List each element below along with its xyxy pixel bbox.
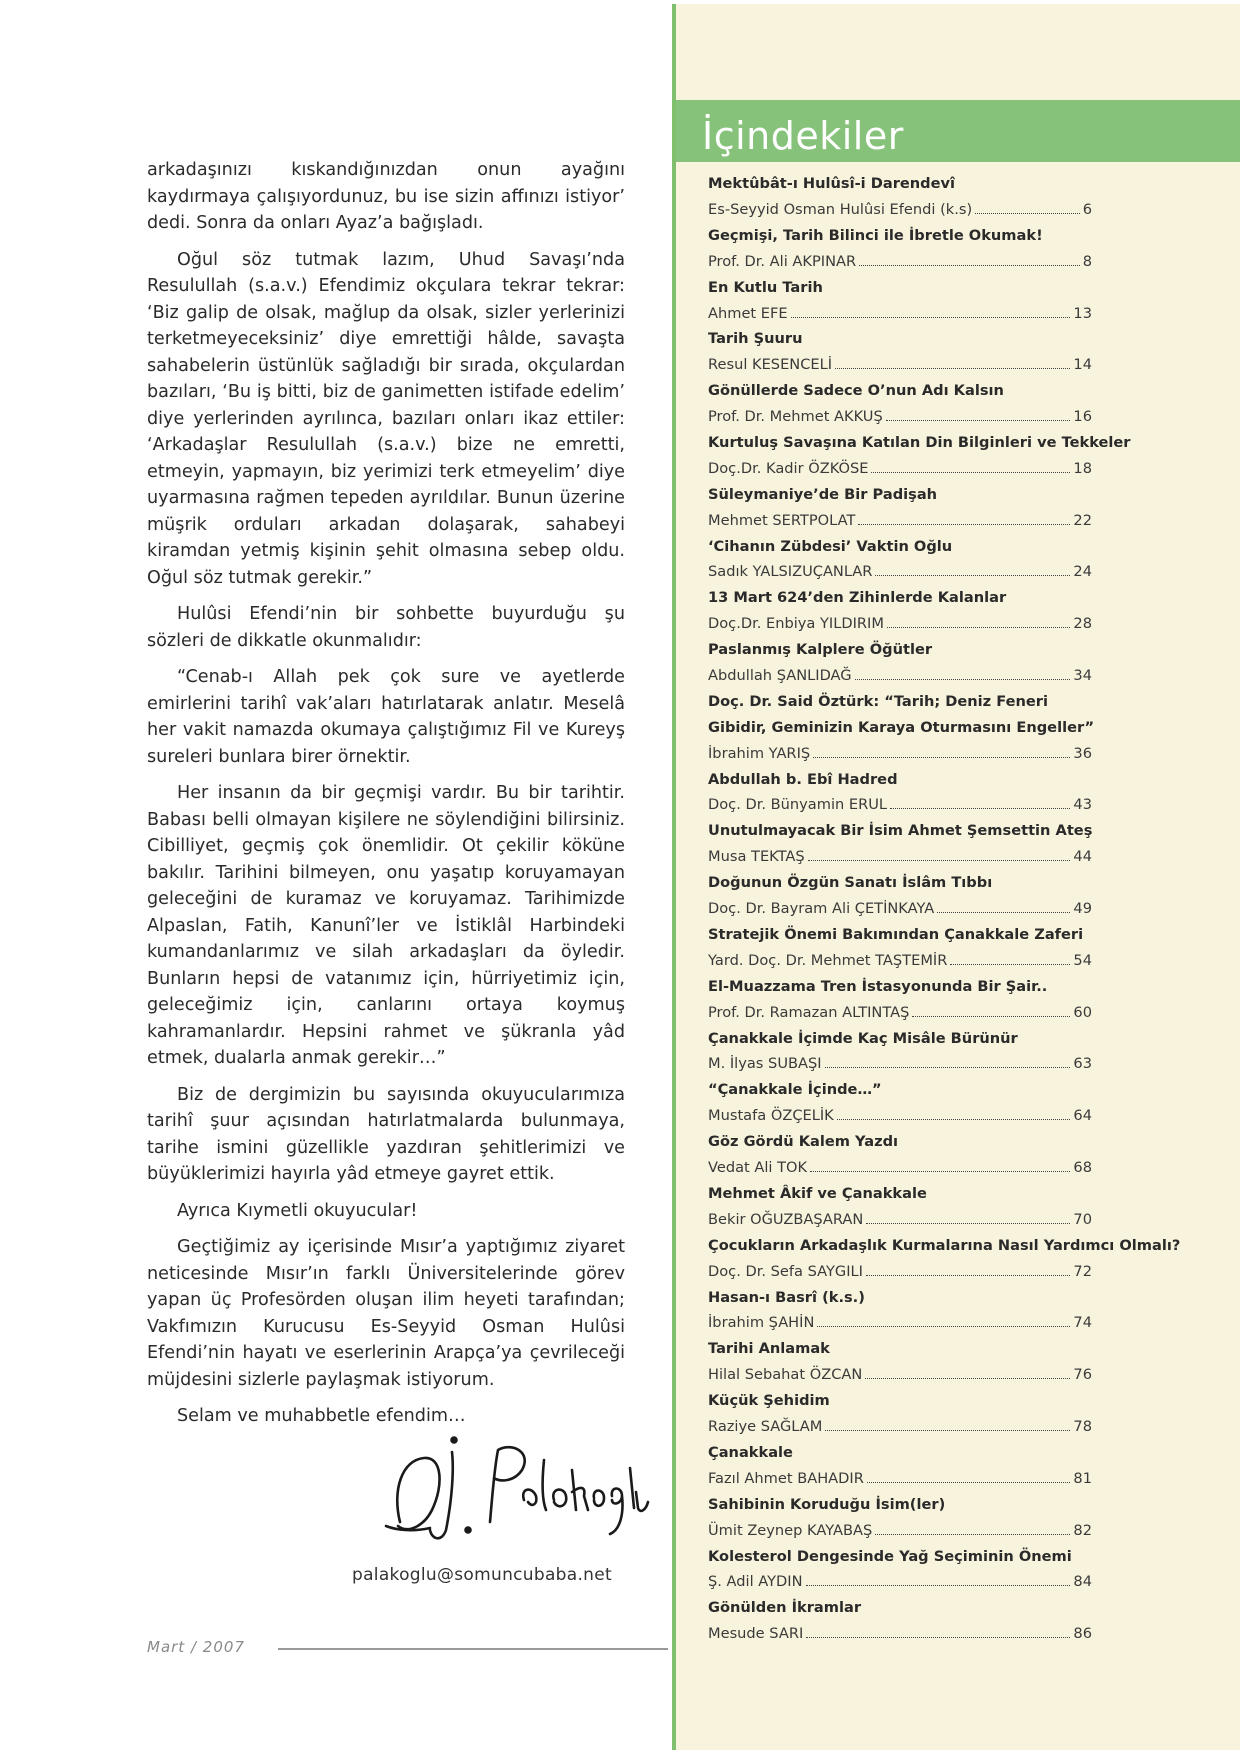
toc-entry-author: Doç. Dr. Bayram Ali ÇETİNKAYA [708, 900, 935, 918]
toc-entry-author: Mesude SARI [708, 1625, 804, 1643]
toc-dot-leader [867, 1482, 1071, 1483]
toc-entry-title: “Çanakkale İçinde…” [708, 1081, 882, 1099]
toc-dot-leader [886, 420, 1071, 421]
toc-entry-author: İbrahim ŞAHİN [708, 1314, 815, 1332]
toc-entry-title: 13 Mart 624’den Zihinlerde Kalanlar [708, 589, 1007, 607]
toc-entry-title: Kurtuluş Savaşına Katılan Din Bilginleri ve Tekkeler [708, 433, 1131, 451]
toc-entry [708, 1181, 1220, 1233]
toc-entry-title: El-Muazzama Tren İstasyonunda Bir Şair.. [708, 977, 1048, 995]
toc-entry-title: Çanakkale [708, 1443, 793, 1461]
toc-entry-page: 22 [1073, 511, 1092, 529]
toc-entry-page: 81 [1073, 1469, 1092, 1487]
toc-header-bar [676, 100, 1240, 162]
toc-entry-author-line [708, 352, 1092, 378]
toc-dot-leader [808, 860, 1071, 861]
toc-dot-leader [890, 808, 1070, 809]
toc-dot-leader [887, 627, 1070, 628]
toc-dot-leader [817, 1326, 1070, 1327]
toc-entry-title: Tarih Şuuru [708, 330, 803, 348]
toc-entry-title: Abdullah b. Ebî Hadred [708, 770, 898, 788]
toc-dot-leader [855, 679, 1071, 680]
toc-entry-page: 76 [1073, 1366, 1092, 1384]
toc-entry-page: 36 [1073, 744, 1092, 762]
toc-entry-author-line [708, 559, 1092, 585]
toc-entry-page: 44 [1073, 848, 1092, 866]
toc-entry [708, 974, 1220, 1026]
toc-entry-title: Stratejik Önemi Bakımından Çanakkale Zaferi [708, 925, 1084, 943]
toc-entry [708, 1595, 1220, 1647]
toc-entry-author-line [708, 1155, 1092, 1181]
toc-entry-author-line [708, 404, 1092, 430]
toc-dot-leader [937, 912, 1070, 913]
toc-dot-leader [837, 1119, 1071, 1120]
toc-entry-title: Sahibinin Koruduğu İsim(ler) [708, 1495, 946, 1513]
toc-entry-author: Prof. Dr. Ramazan ALTINTAŞ [708, 1003, 910, 1021]
article-paragraph: Hulûsi Efendi’nin bir sohbette buyurduğu şu sözleri de dikkatle okunmalıdır: [147, 604, 625, 651]
toc-list [708, 171, 1220, 1647]
toc-entry-title: Süleymaniye’de Bir Padişah [708, 485, 938, 503]
toc-dot-leader [875, 575, 1070, 576]
toc-dot-leader [825, 1067, 1071, 1068]
toc-entry-author-line [708, 249, 1092, 275]
toc-entry-author-line [708, 1000, 1092, 1026]
toc-entry [708, 534, 1220, 586]
toc-entry-title: Çocukların Arkadaşlık Kurmalarına Nasıl Yardımcı Olmalı? [708, 1236, 1181, 1254]
toc-entry-author: Raziye SAĞLAM [708, 1418, 823, 1436]
toc-entry-author-line [708, 1362, 1092, 1388]
toc-entry-author: Ş. Adil AYDIN [708, 1573, 803, 1591]
toc-entry-author: Doç. Dr. Bünyamin ERUL [708, 796, 888, 814]
toc-entry-title: Mektûbât-ı Hulûsî-i Darendevî [708, 175, 956, 192]
toc-entry-author: Mustafa ÖZÇELİK [708, 1107, 834, 1125]
toc-entry-author-line [708, 1259, 1092, 1285]
article-paragraph: “Cenab-ı Allah pek çok sure ve ayetlerde emirlerini tarihî vak’aları hatırlatarak anlatır. Meselâ her vakit namazda okumaya çalıştığımız Fil ve Kureyş sureleri bunlara birer örnektir. [147, 667, 625, 767]
toc-entry-title: Gönülden İkramlar [708, 1599, 862, 1617]
toc-entry-page: 84 [1073, 1573, 1092, 1591]
toc-entry-page: 34 [1073, 667, 1092, 685]
toc-entry-author: Es-Seyyid Osman Hulûsi Efendi (k.s) [708, 200, 973, 218]
toc-entry-page: 72 [1073, 1262, 1092, 1280]
toc-dot-leader [912, 1016, 1070, 1017]
toc-entry-author-line [708, 663, 1092, 689]
toc-entry [708, 482, 1220, 534]
toc-entry-author: Mehmet SERTPOLAT [708, 511, 856, 529]
footer-divider [278, 1648, 668, 1650]
toc-entry-title: ‘Cihanın Zübdesi’ Vaktin Oğlu [708, 537, 953, 555]
toc-entry-page: 6 [1082, 200, 1092, 218]
toc-entry [708, 767, 1220, 819]
toc-entry-title: En Kutlu Tarih [708, 278, 823, 296]
toc-entry-author: Abdullah ŞANLIDAĞ [708, 667, 852, 685]
toc-entry [708, 430, 1220, 482]
article-paragraph: Her insanın da bir geçmişi vardır. Bu bir tarihtir. Babası belli olmayan kişilere ne söylendiğini bilirsiniz. Cibilliyet, geçmiş çok önemlidir. Ot çekilir köküne bakılır. Tarihini bilmeyen, onu yaşatıp koruyamayan geleceğini de kuramaz ve koruyamaz. Tarihimizde Alpaslan, Fatih, Kanunî’ler ve İstiklâl Harbindeki kumandanlarımız ve silah arkadaşları da öyledir. Bunların hepsi de vatanımız için, hürriyetimiz için, geleceğimiz için, canlarını ortaya koymuş kahramanlardır. Hepsini rahmet ve şükranla yâd etmek, dualarla anmak gerekir…” [147, 783, 625, 1068]
toc-entry [708, 637, 1220, 689]
toc-entry-author-line [708, 1569, 1092, 1595]
toc-entry-author: Doç.Dr. Kadir ÖZKÖSE [708, 459, 869, 477]
toc-dot-leader [866, 1275, 1070, 1276]
toc-entry [708, 585, 1220, 637]
toc-entry-author-line [708, 1310, 1092, 1336]
toc-dot-leader [859, 265, 1080, 266]
toc-entry-page: 60 [1073, 1003, 1092, 1021]
toc-entry-title: Hasan-ı Basrî (k.s.) [708, 1288, 865, 1306]
toc-entry [708, 1285, 1220, 1337]
toc-entry [708, 1336, 1220, 1388]
issue-date: Mart / 2007 [147, 1638, 245, 1656]
toc-entry-page: 13 [1073, 304, 1092, 322]
toc-entry-author: Doç.Dr. Enbiya YILDIRIM [708, 615, 884, 633]
toc-entry-page: 74 [1073, 1314, 1092, 1332]
toc-entry-author: İbrahim YARIŞ [708, 744, 811, 762]
toc-entry-page: 64 [1073, 1107, 1092, 1125]
toc-entry-author: Fazıl Ahmet BAHADIR [708, 1469, 864, 1487]
toc-title: İçindekiler [702, 114, 904, 158]
toc-entry-page: 28 [1073, 615, 1092, 633]
editorial-article [147, 157, 625, 1440]
toc-dot-leader [806, 1637, 1070, 1638]
toc-entry [708, 1440, 1220, 1492]
toc-entry-author-line [708, 1621, 1092, 1647]
toc-entry-title: Doğunun Özgün Sanatı İslâm Tıbbı [708, 874, 993, 892]
toc-entry [708, 326, 1220, 378]
toc-dot-leader [865, 1378, 1070, 1379]
toc-entry-author: Vedat Ali TOK [708, 1159, 808, 1177]
toc-dot-leader [791, 317, 1071, 318]
toc-entry-author-line [708, 1518, 1092, 1544]
toc-entry-title: Mehmet Âkif ve Çanakkale [708, 1184, 927, 1202]
toc-entry-author-line [708, 741, 1092, 767]
toc-entry [708, 1388, 1220, 1440]
toc-dot-leader [825, 1430, 1070, 1431]
toc-entry-author-line [708, 1207, 1092, 1233]
toc-entry-title: Paslanmış Kalplere Öğütler [708, 641, 933, 659]
toc-entry-page: 18 [1073, 459, 1092, 477]
toc-entry-author-line [708, 1466, 1092, 1492]
toc-entry-title: Kolesterol Dengesinde Yağ Seçiminin Önemi [708, 1547, 1072, 1565]
toc-dot-leader [806, 1585, 1071, 1586]
toc-entry-title: Tarihi Anlamak [708, 1340, 830, 1358]
toc-entry [708, 275, 1220, 327]
toc-entry [708, 1233, 1220, 1285]
toc-entry-page: 14 [1073, 356, 1092, 374]
toc-dot-leader [866, 1223, 1070, 1224]
toc-entry-author-line [708, 1414, 1092, 1440]
handwritten-signature [372, 1430, 652, 1550]
toc-entry-title: Geçmişi, Tarih Bilinci ile İbretle Okumak! [708, 226, 1043, 244]
toc-entry-author: Doç. Dr. Sefa SAYGILI [708, 1262, 863, 1280]
toc-entry-author-line [708, 896, 1092, 922]
toc-dot-leader [835, 368, 1070, 369]
toc-dot-leader [810, 1171, 1070, 1172]
toc-dot-leader [813, 757, 1070, 758]
toc-entry [708, 1026, 1220, 1078]
toc-entry-author: Prof. Dr. Mehmet AKKUŞ [708, 408, 883, 426]
toc-entry-author-line [708, 197, 1092, 223]
toc-entry-author-line [708, 844, 1092, 870]
toc-entry-page: 86 [1073, 1625, 1092, 1643]
toc-entry [708, 922, 1220, 974]
article-paragraph: Biz de dergimizin bu sayısında okuyucularımıza tarihî şuur açısından hatırlatmalarda bulunmaya, tarihe ismini güzellikle yazdıran şehitlerimizi ve büyüklerimizi hayırla yâd etmeye gayret ettik. [147, 1084, 625, 1184]
toc-entry-author: Sadık YALSIZUÇANLAR [708, 563, 873, 581]
article-paragraph: Selam ve muhabbetle efendim… [177, 1406, 466, 1426]
article-paragraph: Oğul söz tutmak lazım, Uhud Savaşı’nda Resulullah (s.a.v.) Efendimiz okçulara tekrar tekrar: ‘Biz galip de olsak, mağlup da olsak, sizler yerlerinizi terketmeyeceksiniz’ diye emrettiği hâlde, savaşta sahabelerin üstünlük sağladığı bir sırada, okçulardan bazıları, ‘Bu iş bitti, biz de ganimetten istifade edelim’ diye yerlerinden ayrılınca, bazıları onları ikaz ettiler: ‘Arkadaşlar Resulullah (s.a.v.) bize ne emretti, etmeyin, yapmayın, biz yerimizi terk etmeyelim’ diye uyarmasına rağmen tepeden ayrıldılar. Bunun üzerine müşrik orduları arkadan dolaşarak, sahabeyi kiramdan yetmiş kişinin şehit olmasına sebep oldu. Oğul söz tutmak gerekir.” [147, 249, 625, 588]
toc-entry-author: Musa TEKTAŞ [708, 848, 805, 866]
toc-entry-page: 70 [1073, 1210, 1092, 1228]
toc-entry-title: Çanakkale İçimde Kaç Misâle Bürünür [708, 1029, 1018, 1047]
toc-dot-leader [975, 213, 1080, 214]
toc-entry-author: Prof. Dr. Ali AKPINAR [708, 252, 857, 270]
article-paragraph: Geçtiğimiz ay içerisinde Mısır’a yaptığımız ziyaret neticesinde Mısır’ın farklı Üniversitelerinde görev yapan üç Profesörden oluşan ilim heyeti tarafından; Vakfımızın Kurucusu Es-Seyyid Osman Hulûsi Efendi’nin hayatı ve eserlerinin Arapça’ya çevrileceği müjdesini sizlerle paylaşmak istiyorum. [147, 1237, 625, 1390]
toc-entry-author-line [708, 456, 1092, 482]
toc-entry [708, 1129, 1220, 1181]
article-paragraph: arkadaşınızı kıskandığınızdan onun ayağını kaydırmaya çalışıyordunuz, bu ise sizin affınızı istiyor’ dedi. Sonra da onları Ayaz’a bağışladı. [147, 160, 625, 233]
toc-entry-author: Resul KESENCELİ [708, 356, 833, 374]
toc-entry-author-line [708, 611, 1092, 637]
toc-entry-author: Ümit Zeynep KAYABAŞ [708, 1521, 873, 1539]
toc-entry-title: Küçük Şehidim [708, 1392, 830, 1410]
toc-entry-page: 16 [1073, 408, 1092, 426]
toc-entry-author: Bekir OĞUZBAŞARAN [708, 1210, 864, 1228]
toc-dot-leader [875, 1534, 1070, 1535]
toc-entry-page: 78 [1073, 1418, 1092, 1436]
toc-entry-author-line [708, 508, 1092, 534]
toc-entry-author-line [708, 792, 1092, 818]
toc-entry [708, 171, 1220, 223]
toc-entry-title: Göz Gördü Kalem Yazdı [708, 1133, 899, 1151]
toc-entry-author-line [708, 948, 1092, 974]
toc-entry-author-line [708, 1103, 1092, 1129]
toc-entry-author: Hilal Sebahat ÖZCAN [708, 1366, 863, 1384]
toc-entry-page: 24 [1073, 563, 1092, 581]
toc-entry [708, 1544, 1220, 1596]
toc-entry-page: 63 [1073, 1055, 1092, 1073]
toc-entry-title: Unutulmayacak Bir İsim Ahmet Şemsettin Ateş [708, 822, 1093, 840]
toc-entry-author: M. İlyas SUBAŞI [708, 1055, 822, 1073]
toc-entry-author-line [708, 1051, 1092, 1077]
toc-entry-author-line [708, 301, 1092, 327]
toc-entry [708, 1077, 1220, 1129]
toc-entry-page: 49 [1073, 900, 1092, 918]
toc-dot-leader [858, 524, 1070, 525]
toc-dot-leader [950, 964, 1070, 965]
toc-entry [708, 870, 1220, 922]
toc-entry [708, 223, 1220, 275]
article-paragraph: Ayrıca Kıymetli okuyucular! [177, 1200, 418, 1221]
toc-entry [708, 689, 1220, 767]
author-email: palakoglu@somuncubaba.net [352, 1565, 612, 1585]
toc-entry-author: Yard. Doç. Dr. Mehmet TAŞTEMİR [708, 951, 948, 969]
toc-entry [708, 1492, 1220, 1544]
toc-entry [708, 378, 1220, 430]
toc-entry-author: Ahmet EFE [708, 304, 788, 322]
toc-entry-page: 82 [1073, 1521, 1092, 1539]
toc-entry-page: 54 [1073, 951, 1092, 969]
toc-entry-page: 43 [1073, 796, 1092, 814]
toc-dot-leader [871, 472, 1070, 473]
toc-entry-title: Gönüllerde Sadece O’nun Adı Kalsın [708, 382, 1004, 400]
toc-entry-page: 8 [1082, 252, 1092, 270]
toc-entry-page: 68 [1073, 1159, 1092, 1177]
toc-entry-title: Doç. Dr. Said Öztürk: “Tarih; Deniz Feneri Gibidir, Geminizin Karaya Oturmasını Engeller” [708, 692, 1095, 736]
toc-entry [708, 818, 1220, 870]
table-of-contents-panel [672, 4, 1240, 1750]
